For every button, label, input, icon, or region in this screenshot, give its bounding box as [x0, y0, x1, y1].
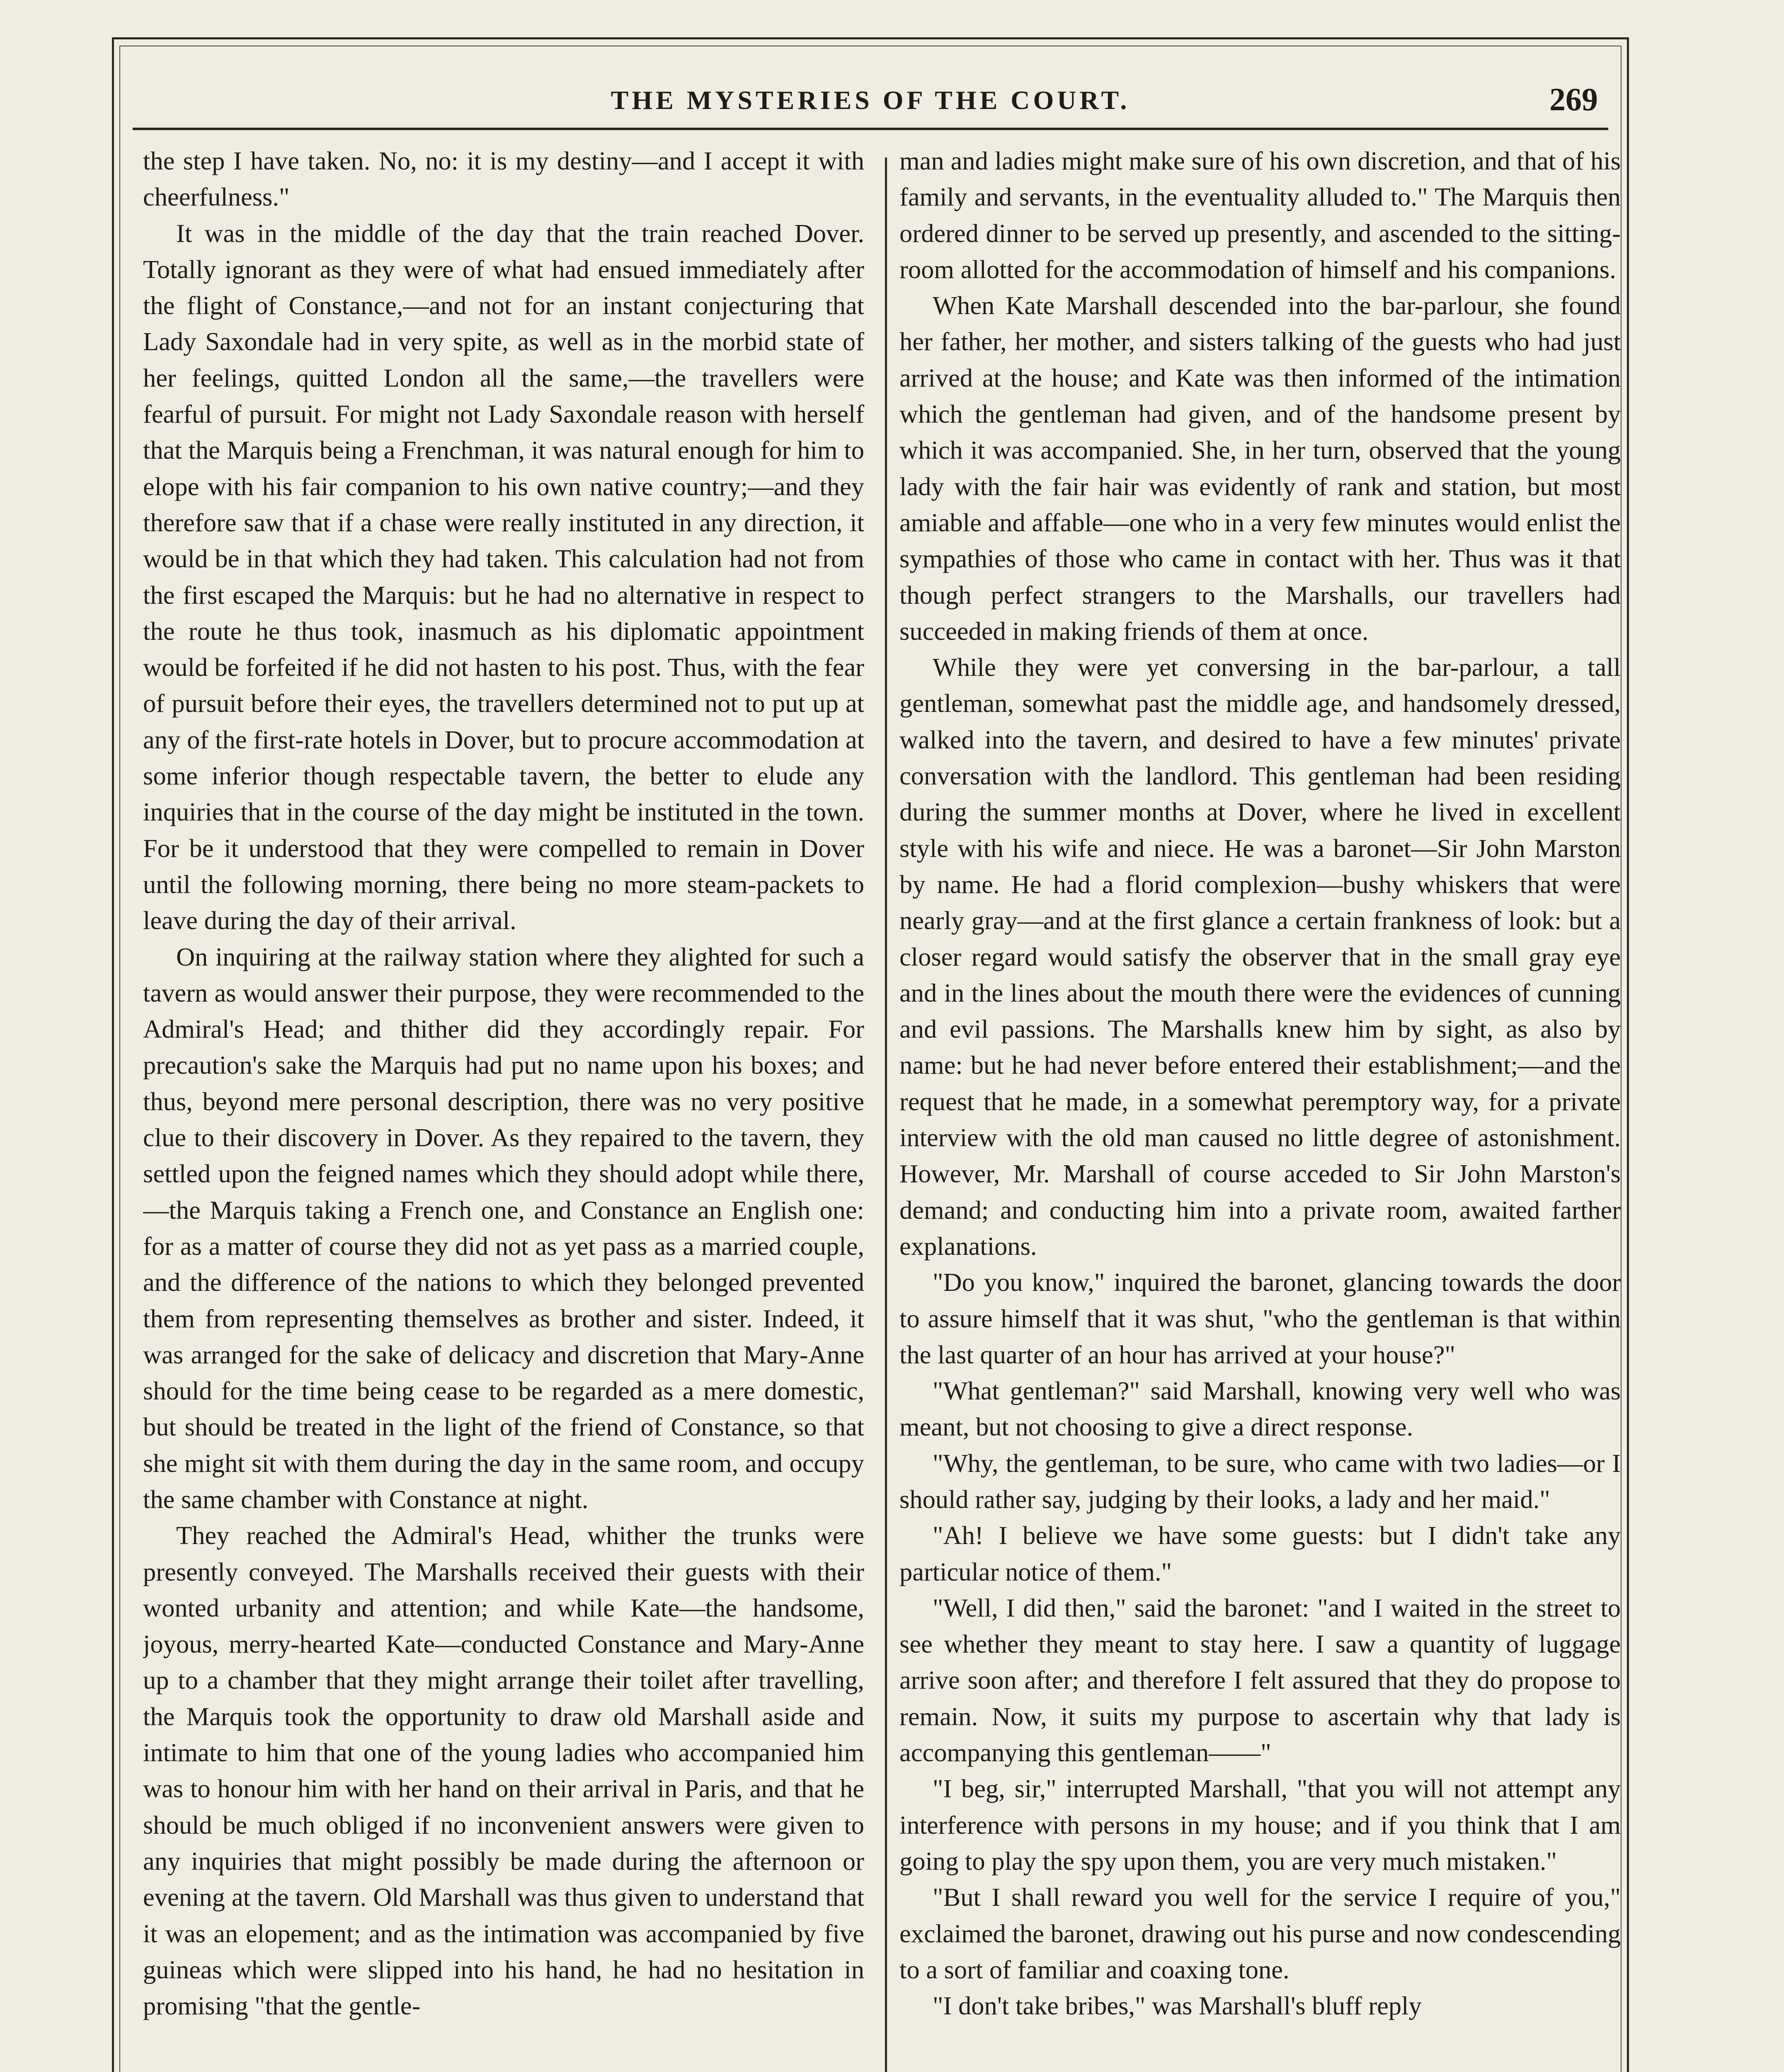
paragraph: man and ladies might make sure of his own discretion, and that of his family and servants, in the eventuality alluded to." The Marquis then ordered dinner to be served up presently, and ascended to the sitting-room allotted for the accommodation of himself and his companions. — [899, 146, 1621, 284]
running-title: THE MYSTERIES OF THE COURT. — [611, 85, 1130, 115]
paragraph: While they were yet conversing in the bar-parlour, a tall gentleman, somewhat past the middle age, and handsomely dressed, walked into the tavern, and desired to have a few minutes' private conversation with the landlord. This gentleman had been residing during the summer months at Dover, where he lived in excellent style with his wife and niece. He was a baronet—Sir John Marston by name. He had a florid complexion—bushy whiskers that were nearly gray—and at the first glance a certain frankness of look: but a closer regard would satisfy the observer that in the small gray eye and in the lines about the mouth there were the evidences of cunning and evil passions. The Marshalls knew him by sight, as also by name: but he had never before entered their establishment;—and the request that he made, in a somewhat peremptory way, for a private interview with the old man caused no little degree of astonishment. However, Mr. Marshall of course acceded to Sir John Marston's demand; and conducting him into a private room, awaited farther explanations. — [899, 653, 1621, 1261]
paragraph: "What gentleman?" said Marshall, knowing very well who was meant, but not choosing to give a direct response. — [899, 1376, 1621, 1442]
paragraph: It was in the middle of the day that the train reached Dover. Totally ignorant as they were of what had ensued immediately after the flight of Constance,—and not for an instant conjecturing that Lady Saxondale had in very spite, as well as in the morbid state of her feelings, quitted London all the same,—the travellers were fearful of pursuit. For might not Lady Saxondale reason with herself that the Marquis being a Frenchman, it was natural enough for him to elope with his fair companion to his own native country;—and they therefore saw that if a chase were really instituted in any direction, it would be in that which they had taken. This calculation had not from the first escaped the Marquis: but he had no alternative in respect to the route he thus took, inasmuch as his diplomatic appointment would be forfeited if he did not hasten to his post. Thus, with the fear of pursuit before their eyes, the travellers determined not to put up at any of the first-rate hotels in Dover, but to procure accommodation at some inferior though respectable tavern, the better to elude any inquiries that in the course of the day might be instituted in the town. For be it understood that they were compelled to remain in Dover until the following morning, there being no more steam-packets to leave during the day of their arrival. — [143, 218, 864, 935]
left-column — [143, 143, 864, 2072]
right-column — [899, 143, 1621, 2072]
paragraph: "Well, I did then," said the baronet: "and I waited in the street to see whether they meant to stay here. I saw a quantity of luggage arrive soon after; and therefore I felt assured that they do propose to remain. Now, it suits my purpose to ascertain why that lady is accompanying this gentleman——" — [899, 1593, 1621, 1767]
paragraph: "I don't take bribes," was Marshall's bluff reply — [933, 1991, 1422, 2021]
paragraph: "Why, the gentleman, to be sure, who came with two ladies—or I should rather say, judging by their looks, a lady and her maid." — [899, 1448, 1621, 1514]
page-number: 269 — [1549, 81, 1598, 117]
paragraph: "Ah! I believe we have some guests: but I didn't take any particular notice of them." — [899, 1521, 1621, 1586]
paragraph: They reached the Admiral's Head, whither the trunks were presently conveyed. The Marshalls received their guests with their wonted urbanity and attention; and while Kate—the handsome, joyous, merry-hearted Kate—conducted Constance and Mary-Anne up to a chamber that they might arrange their toilet after travelling, the Marquis took the opportunity to draw old Marshall aside and intimate to him that one of the young ladies who accompanied him was to honour him with her hand on their arrival in Paris, and that he should be much obliged if no inconvenient answers were given to any inquiries that might possibly be made during the afternoon or evening at the tavern. Old Marshall was thus given to understand that it was an elopement; and as the intimation was accompanied by five guineas which were slipped into his hand, he had no hesitation in promising "that the gentle- — [143, 1521, 864, 2021]
paragraph: "I beg, sir," interrupted Marshall, "that you will not attempt any interference with persons in my house; and if you think that I am going to play the spy upon them, you are very much mistaken." — [899, 1774, 1621, 1876]
paragraph: On inquiring at the railway station where they alighted for such a tavern as would answer their purpose, they were recommended to the Admiral's Head; and thither did they accordingly repair. For precaution's sake the Marquis had put no name upon his boxes; and thus, beyond mere personal description, there was no very positive clue to their discovery in Dover. As they repaired to the tavern, they settled upon the feigned names which they should adopt while there,—the Marquis taking a French one, and Constance an English one: for as a matter of course they did not as yet pass as a married couple, and the difference of the nations to which they belonged prevented them from representing themselves as brother and sister. Indeed, it was arranged for the sake of delicacy and discretion that Mary-Anne should for the time being cease to be regarded as a mere domestic, but should be treated in the light of the friend of Constance, so that she might sit with them during the day in the same room, and occupy the same chamber with Constance at night. — [143, 942, 864, 1514]
header-rule — [133, 128, 1608, 130]
paragraph: "But I shall reward you well for the service I require of you," exclaimed the baronet, drawing out his purse and now condescending to a sort of familiar and coaxing tone. — [899, 1883, 1621, 1984]
paragraph: "Do you know," inquired the baronet, glancing towards the door to assure himself that it was shut, "who the gentleman is that within the last quarter of an hour has arrived at your house?" — [899, 1268, 1621, 1369]
running-header — [133, 77, 1608, 122]
column-divider — [885, 157, 887, 2072]
paragraph: the step I have taken. No, no: it is my destiny—and I accept it with cheerfulness." — [143, 146, 864, 212]
paragraph: When Kate Marshall descended into the bar-parlour, she found her father, her mother, and sisters talking of the guests who had just arrived at the house; and Kate was then informed of the intimation which the gentleman had given, and of the handsome present by which it was accompanied. She, in her turn, observed that the young lady with the fair hair was evidently of rank and station, but most amiable and affable—one who in a very few minutes would enlist the sympathies of those who came in contact with her. Thus was it that though perfect strangers to the Marshalls, our travellers had succeeded in making friends of them at once. — [899, 291, 1621, 646]
